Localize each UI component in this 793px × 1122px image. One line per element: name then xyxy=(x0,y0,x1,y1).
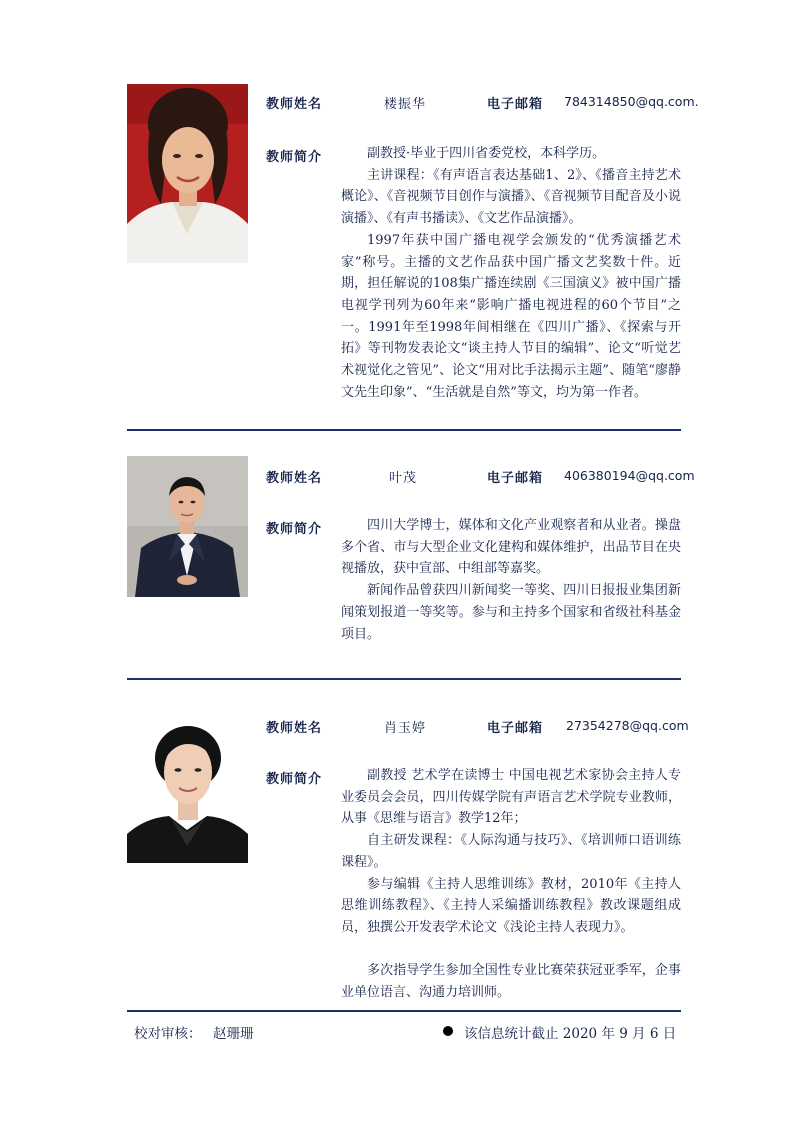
teacher-2-bio-paragraph: 四川大学博士，媒体和文化产业观察者和从业者。操盘多个省、市与大型企业文化建构和媒体维护，出品节目在央视播放，获中宣部、中组部等嘉奖。 xyxy=(341,518,681,577)
teacher-3-bio-paragraph: 参与编辑《主持人思维训练》教材，2010年《主持人思维训练教程》、《主持人采编播训练教程》教改课题组成员，独撰公开发表学术论文《浅论主持人表现力》。 xyxy=(341,876,681,935)
reviewer-name: 赵珊珊 xyxy=(213,1026,254,1042)
section-divider xyxy=(127,1010,681,1012)
teacher-2-bio-paragraph: 新闻作品曾获四川新闻奖一等奖、四川日报报业集团新闻策划报道一等奖等。参与和主持多个国家和省级社科基金项目。 xyxy=(341,583,681,642)
teacher-2-email-label: 电子邮箱 xyxy=(487,471,544,486)
teacher-1-name: 楼振华 xyxy=(384,97,427,112)
teacher-1-bio-paragraph: 副教授·毕业于四川省委党校，本科学历。 xyxy=(367,146,606,161)
section-divider xyxy=(127,429,681,431)
teacher-3-email-label: 电子邮箱 xyxy=(487,721,544,736)
teacher-1-bio-paragraph: 主讲课程：《有声语言表达基础1、2》、《播音主持艺术概论》、《音视频节目创作与演播》、《音视频节目配音及小说演播》、《有声书播读》、《文艺作品演播》。 xyxy=(341,167,681,227)
teacher-2-photo xyxy=(127,456,248,597)
teacher-1-bio-paragraph: 1997年获中国广播电视学会颁发的“优秀演播艺术家”称号。主播的文艺作品获中国广播文艺奖数十件。近期，担任解说的108集广播连续剧《三国演义》被中国广播电视学刊列为60年来“影响广播电视进程的60个节目”之一。1991年至1998年间相继在《四川广播》、《探索与开拓》等刊物发表论文“谈主持人节目的编辑”、论文“听觉艺术视觉化之管见”、论文“用对比手法揭示主题”、随笔“廖静文先生印象”、“生活就是自然”等文，均为第一作者。 xyxy=(341,232,681,400)
bullet-icon xyxy=(443,1026,453,1036)
teacher-3-email: 27354278@qq.com xyxy=(566,718,689,733)
teacher-1-bio xyxy=(341,143,681,403)
teacher-2-bio xyxy=(341,515,681,645)
teacher-3-bio-label: 教师简介 xyxy=(266,772,323,787)
teacher-1-photo xyxy=(127,84,248,263)
teacher-1-email: 784314850@qq.com. xyxy=(564,94,699,109)
teacher-1-email-label: 电子邮箱 xyxy=(487,97,544,112)
teacher-1-name-label: 教师姓名 xyxy=(266,97,323,112)
teacher-3-name-label: 教师姓名 xyxy=(266,721,323,736)
teacher-3-name: 肖玉婷 xyxy=(384,721,427,736)
section-divider xyxy=(127,678,681,680)
teacher-2-name-label: 教师姓名 xyxy=(266,471,323,486)
teacher-3-photo xyxy=(127,718,248,863)
teacher-3-bio-paragraph: 副教授 艺术学在读博士 中国电视艺术家协会主持人专业委员会会员，四川传媒学院有声语言艺术学院专业教师，从事《思维与语言》教学12年； xyxy=(341,768,681,827)
teacher-2-bio-label: 教师简介 xyxy=(266,522,323,537)
teacher-1-bio-label: 教师简介 xyxy=(266,150,323,165)
teacher-3-bio xyxy=(341,765,681,1004)
reviewer-label: 校对审核： xyxy=(134,1026,202,1042)
teacher-2-name: 叶茂 xyxy=(389,471,418,486)
teacher-2-email: 406380194@qq.com xyxy=(564,468,695,483)
statistics-note: 该信息统计截止 2020 年 9 月 6 日 xyxy=(464,1026,677,1042)
teacher-3-bio-paragraph: 自主研发课程：《人际沟通与技巧》、《培训师口语训练课程》。 xyxy=(341,833,681,870)
teacher-3-bio-paragraph: 多次指导学生参加全国性专业比赛荣获冠亚季军，企事业单位语言、沟通力培训师。 xyxy=(341,963,681,1001)
